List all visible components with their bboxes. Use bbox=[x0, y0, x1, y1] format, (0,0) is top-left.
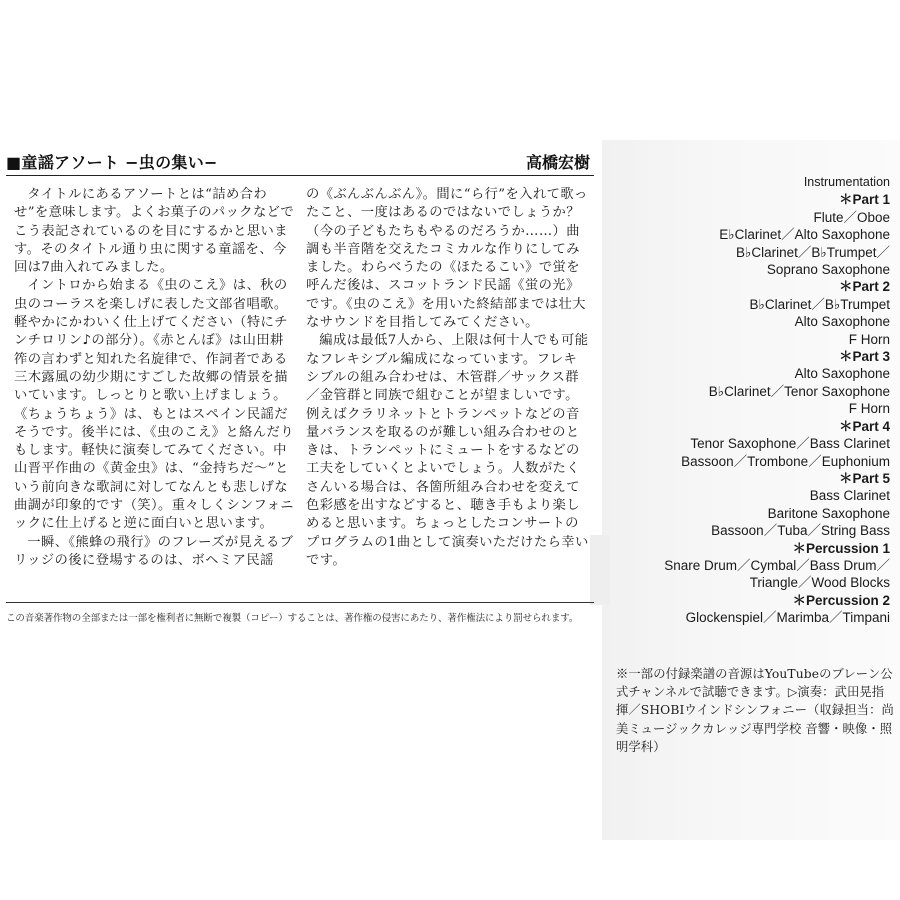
instrumentation-part-label: ＊Percussion 2 bbox=[792, 592, 890, 608]
instrumentation-part-label: ＊Part 4 bbox=[838, 418, 890, 434]
instrumentation-instrument-line: Soprano Saxophone bbox=[766, 262, 890, 278]
instrumentation-instrument-line: B♭Clarinet／B♭Trumpet bbox=[749, 296, 890, 312]
instrumentation-part-label: ＊Part 3 bbox=[838, 349, 890, 365]
panel-notch bbox=[590, 535, 610, 605]
instrumentation-instrument-line: Snare Drum／Cymbal／Bass Drum／ bbox=[664, 557, 890, 573]
instrumentation-instrument-line: Bassoon／Trombone／Euphonium bbox=[681, 453, 890, 469]
instrumentation-instrument-line: Bassoon／Tuba／String Bass bbox=[711, 523, 890, 539]
audio-note-text: ※一部の付録楽譜の音源はYouTubeのブレーン公式チャンネルで試聴できます。▷演奏：武田晃指揮／SHOBIウインドシンフォニー（収録担当：尚美ミュージックカレッジ専門学校 音響・映像・照明学科） bbox=[616, 667, 894, 754]
paragraph-songs: イントロから始まる《虫のこえ》は、秋の虫のコーラスを楽しげに表した文部省唱歌。軽やかにかわいく仕上げてください（特にチンチロリン♪の部分）。《赤とんぼ》は山田耕筰の言わずと知れた名旋律で、作詞者である三木露風の幼少期にすごした故郷の情景を描いています。しっとりと歌い上げましょう。《ちょうちょう》は、もとはスペイン民謡だそうです。後半には、《虫のこえ》と絡んだりもします。軽快に演奏してみてください。中山晋平作曲の《黄金虫》は、“金持ちだ〜”という前向きな歌詞に対してなんとも悲しげな曲調が印象的です（笑）。重々しくシンフォニックに仕上げると逆に面白いと思います。 bbox=[14, 278, 294, 532]
paragraph-bridge: 一瞬、《熊蜂の飛行》のフレーズが見えるブリッジの後に登場するのは、ボヘミア民謡 bbox=[14, 534, 294, 568]
instrumentation-instrument-line: Bass Clarinet bbox=[809, 488, 890, 504]
paragraph-continued: の《ぶんぶんぶん》。間に“ら行”を入れて歌ったこと、一度はあるのではないでしょうか？（今の子どもたちもやるのだろうか……）曲調も半音階を交えたコミカルな作りにしてみました。わらべうたの《ほたるこい》で蛍を呼んだ後は、スコットランド民謡《蛍の光》です。《虫のこえ》を用いた終結部までは壮大なサウンドを目指してみてください。 bbox=[306, 187, 588, 331]
instrumentation-instrument-line: Alto Saxophone bbox=[794, 366, 890, 382]
instrumentation-heading: Instrumentation bbox=[803, 175, 890, 189]
instrumentation-lines bbox=[610, 191, 890, 626]
instrumentation-instrument-line: Glockenspiel／Marimba／Timpani bbox=[685, 610, 890, 626]
body-column-right bbox=[306, 186, 589, 570]
audio-note bbox=[616, 665, 894, 756]
instrumentation-instrument-line: Tenor Saxophone／Bass Clarinet bbox=[690, 436, 890, 452]
paragraph-intro: タイトルにあるアソートとは“詰め合わせ”を意味します。よくお菓子のパックなどでこう表記されているのを目にするかと思います。そのタイトル通り虫に関する童謡を、今回は7曲入れてみました。 bbox=[14, 187, 295, 276]
body-column-left bbox=[14, 186, 297, 570]
instrumentation-instrument-line: Alto Saxophone bbox=[794, 314, 890, 330]
instrumentation-part-label: ＊Part 5 bbox=[838, 470, 890, 486]
article-author: 高橋宏樹 bbox=[525, 153, 590, 172]
instrumentation-part-label: ＊Percussion 1 bbox=[792, 540, 890, 556]
instrumentation-part-label: ＊Part 1 bbox=[838, 192, 890, 208]
header-rule bbox=[6, 175, 594, 176]
instrumentation-instrument-line: B♭Clarinet／B♭Trumpet／ bbox=[735, 244, 890, 260]
article-title: ■童謡アソート −虫の集い− bbox=[6, 153, 218, 172]
instrumentation-instrument-line: B♭Clarinet／Tenor Saxophone bbox=[708, 383, 890, 399]
instrumentation-instrument-line: F Horn bbox=[848, 401, 890, 417]
instrumentation-list bbox=[610, 174, 890, 627]
paragraph-instrumentation: 編成は最低7人から、上限は何十人でも可能なフレキシブル編成になっています。フレキシブルの組み合わせは、木管群／サックス群／金管群と同族で組むことが望ましいです。例えばクラリネットとトランペットなどの音量バランスを取るのが難しい組み合わせのときは、トランペットにミュートをするなどの工夫をしていくとよいでしょう。人数がたくさんいる場合は、各箇所組み合わせを変えて色彩感を出すなどすると、聴き手もより楽しめると思います。ちょっとしたコンサートのプログラムの1曲として演奏いただけたら幸いです。 bbox=[306, 333, 589, 568]
instrumentation-instrument-line: Baritone Saxophone bbox=[767, 505, 890, 521]
instrumentation-instrument-line: E♭Clarinet／Alto Saxophone bbox=[719, 227, 890, 243]
instrumentation-instrument-line: Triangle／Wood Blocks bbox=[749, 575, 890, 591]
instrumentation-instrument-line: Flute／Oboe bbox=[813, 209, 890, 225]
instrumentation-instrument-line: F Horn bbox=[848, 331, 890, 347]
instrumentation-part-label: ＊Part 2 bbox=[838, 279, 890, 295]
copyright-notice: この音楽著作物の全部または一部を権利者に無断で複製（コピー）することは、著作権の侵害にあたり、著作権法により罰せられます。 bbox=[6, 613, 579, 624]
footer-rule bbox=[6, 602, 594, 603]
article-header bbox=[6, 150, 596, 178]
